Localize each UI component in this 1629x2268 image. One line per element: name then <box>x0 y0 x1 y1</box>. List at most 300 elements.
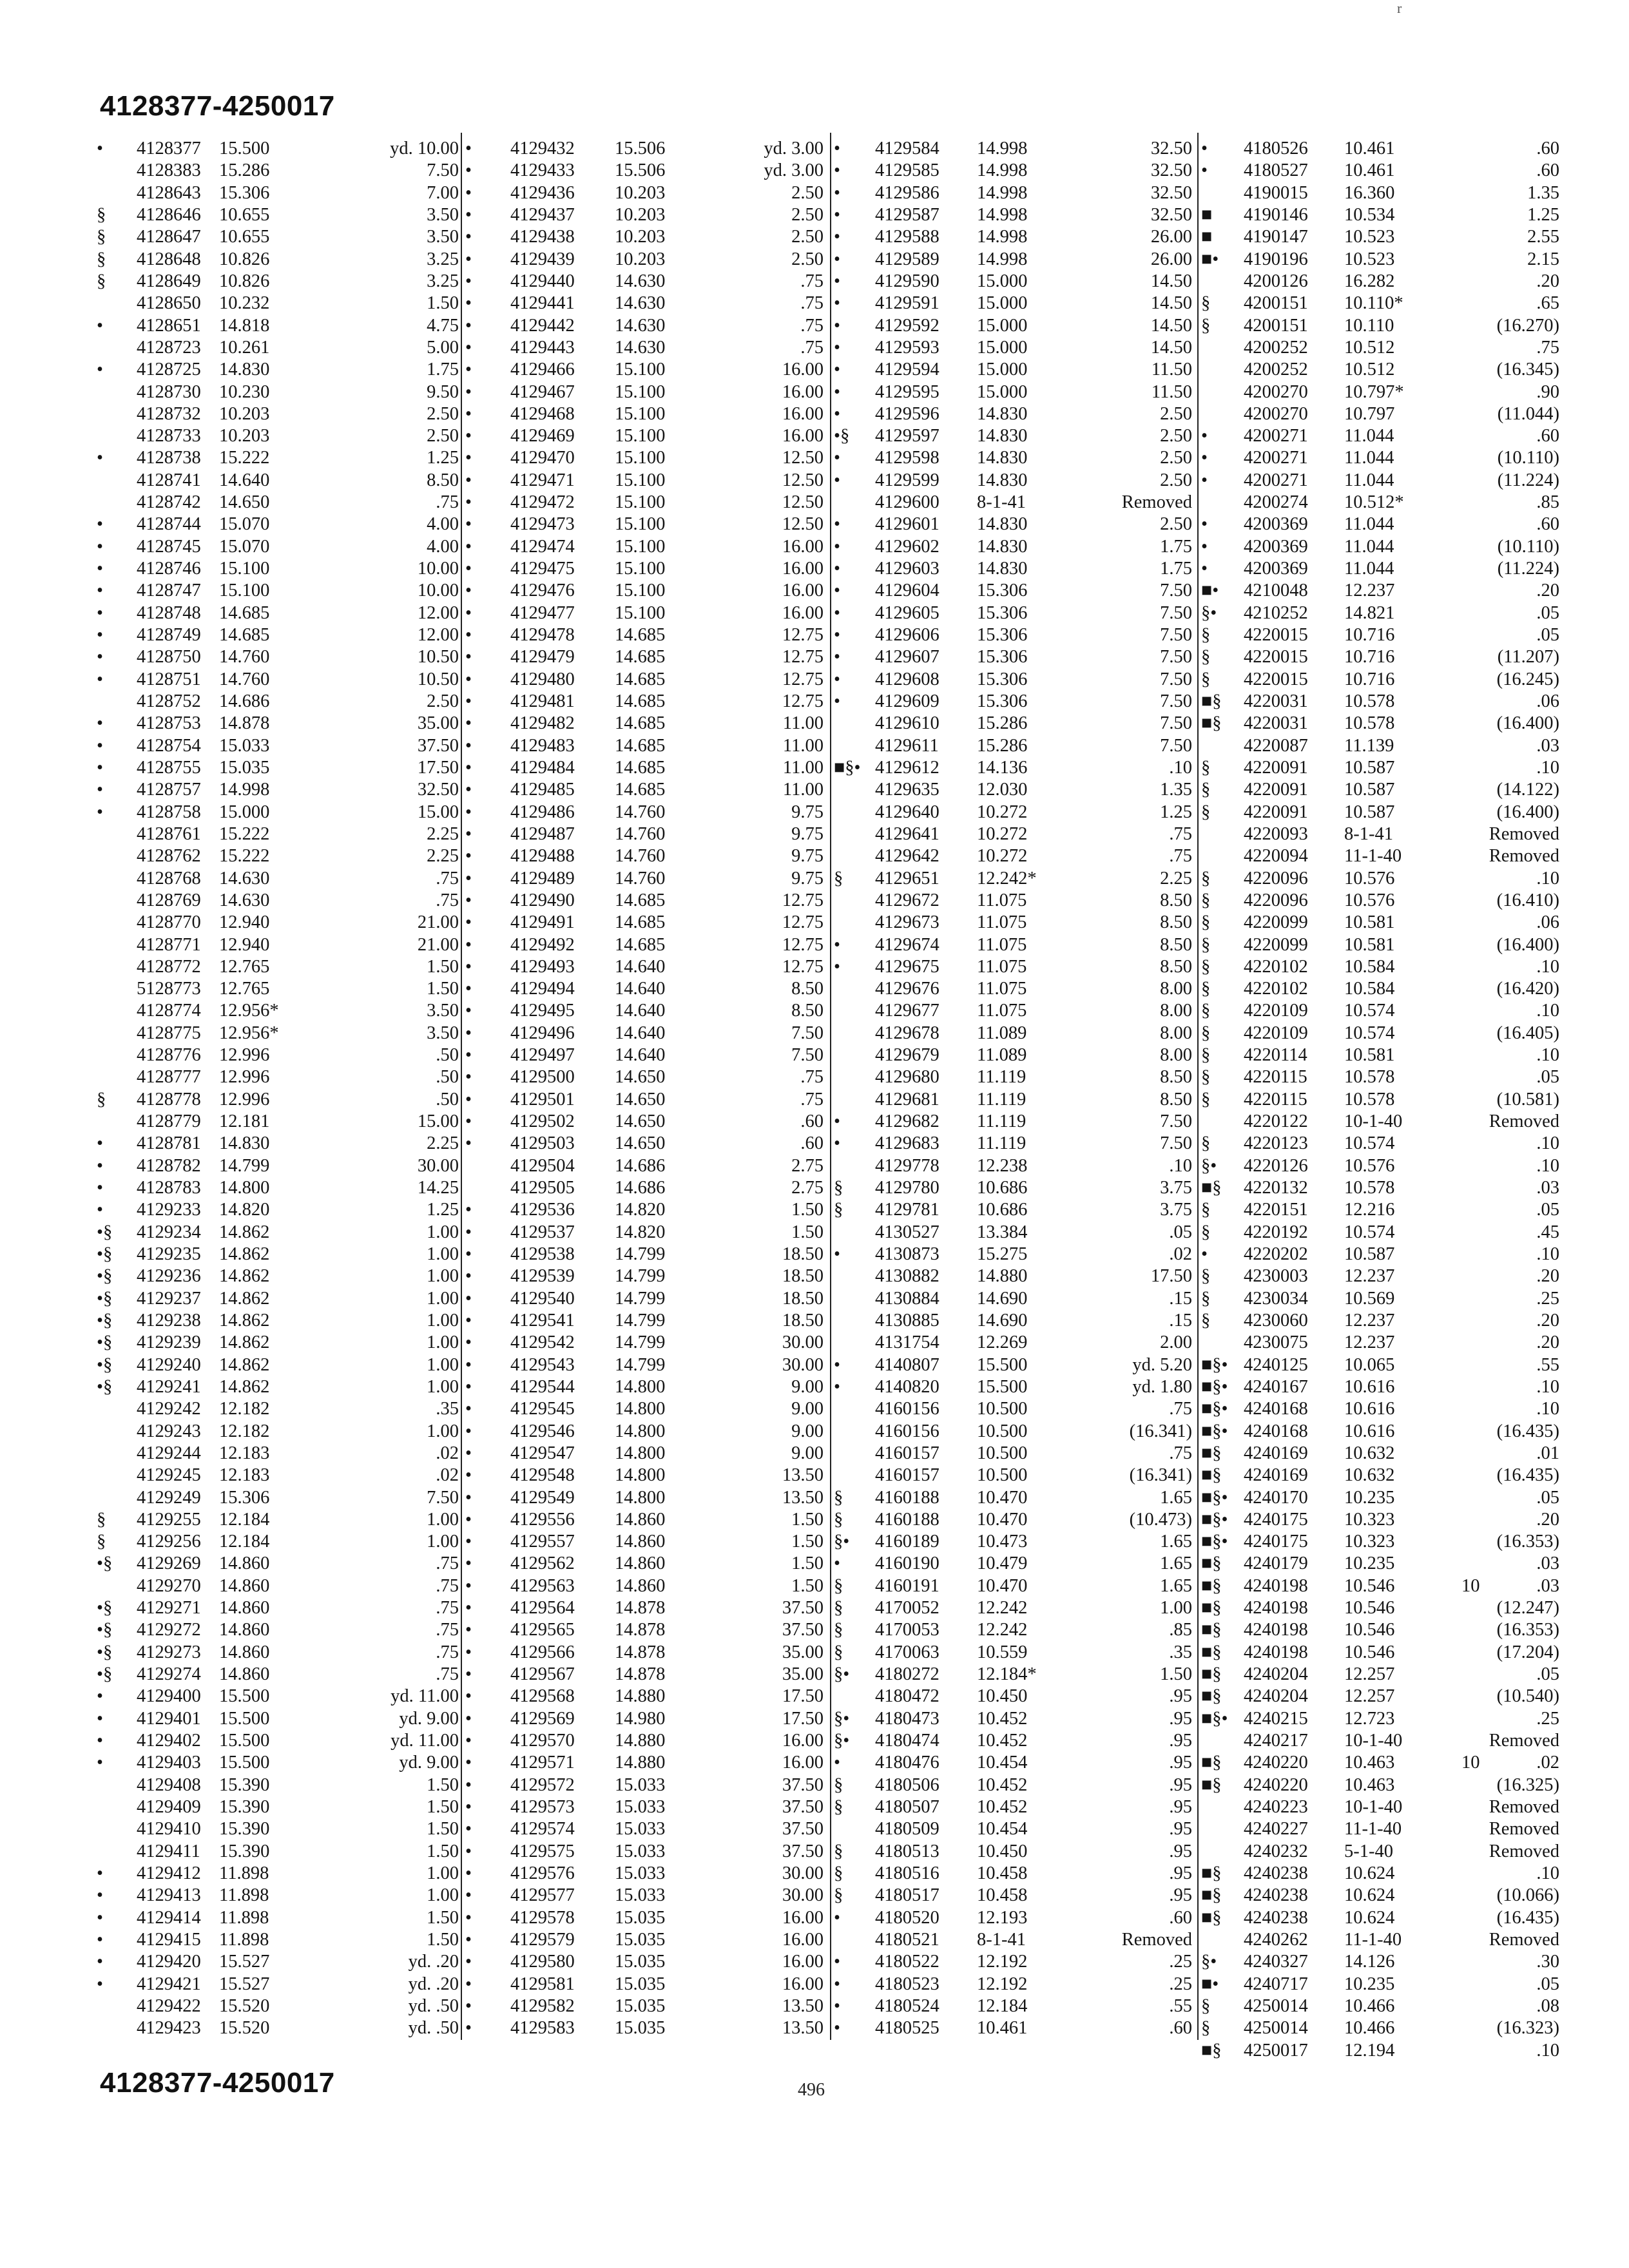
table-row <box>834 1199 1195 1221</box>
part-number: 4129635 <box>875 780 940 800</box>
gauge-value: 15.070 <box>219 536 270 557</box>
gauge-value: 14.880 <box>615 1731 666 1751</box>
price-value: 1.65 <box>1160 1575 1192 1596</box>
part-number: 4220093 <box>1244 823 1308 844</box>
gauge-value: 10.578 <box>1344 1089 1395 1110</box>
price-value: 11.00 <box>782 735 824 756</box>
part-number: 4129409 <box>137 1797 201 1817</box>
part-number: 4129598 <box>875 448 940 468</box>
part-number: 4129273 <box>137 1642 201 1662</box>
gauge-value: 15.500 <box>219 1686 270 1707</box>
gauge-value: 10.716 <box>1344 625 1395 646</box>
price-value: 16.00 <box>782 360 824 380</box>
price-value: Removed <box>1489 1111 1559 1132</box>
table-row <box>97 1841 458 1863</box>
table-row <box>97 1222 458 1244</box>
marker-symbol: ■§ <box>1201 1664 1222 1685</box>
price-value: 37.50 <box>782 1620 824 1640</box>
table-row <box>465 1023 826 1044</box>
marker-symbol: ■§ <box>1201 1178 1222 1198</box>
price-value: 7.50 <box>1160 647 1192 668</box>
part-number: 4128745 <box>137 536 201 557</box>
price-value: 16.00 <box>782 581 824 601</box>
price-value: 16.00 <box>782 403 824 424</box>
price-value: 1.50 <box>791 1200 824 1220</box>
marker-symbol: ■§• <box>1201 1708 1228 1729</box>
gauge-value: 14.862 <box>219 1266 270 1287</box>
part-number: 4129432 <box>510 139 575 159</box>
part-number: 4240168 <box>1244 1421 1308 1441</box>
table-row <box>1201 160 1562 182</box>
gauge-value: 15.100 <box>615 581 666 601</box>
table-row <box>465 1222 826 1244</box>
price-value: 12.50 <box>782 514 824 535</box>
table-row <box>1201 558 1562 580</box>
table-row <box>1201 1531 1562 1553</box>
price-value: 2.00 <box>1160 1332 1192 1353</box>
gauge-value: 11.075 <box>977 1001 1027 1021</box>
gauge-value: 10.235 <box>1344 1553 1395 1574</box>
gauge-value: 15.100 <box>219 559 270 579</box>
marker-symbol: • <box>465 1797 472 1817</box>
gauge-value: 14.760 <box>615 823 666 844</box>
price-value: yd. 10.00 <box>390 139 459 159</box>
price-value: .10 <box>1536 1001 1559 1021</box>
price-value: yd. 9.00 <box>399 1708 459 1729</box>
gauge-value: 13.384 <box>977 1222 1028 1242</box>
part-number: 4130527 <box>875 1222 940 1242</box>
part-number: 4240170 <box>1244 1487 1308 1508</box>
gauge-value: 14.830 <box>219 1133 270 1154</box>
table-row <box>97 403 458 425</box>
table-row <box>97 669 458 691</box>
marker-symbol: § <box>834 868 843 889</box>
table-row <box>1201 1796 1562 1818</box>
gauge-value: 10.655 <box>219 204 270 225</box>
marker-symbol: § <box>834 1178 843 1198</box>
part-number: 4129441 <box>510 293 575 314</box>
marker-symbol: § <box>1201 669 1211 689</box>
part-number: 4240167 <box>1244 1376 1308 1397</box>
table-row <box>465 1575 826 1597</box>
gauge-value: 14.136 <box>977 757 1028 778</box>
part-number: 4128762 <box>137 846 201 867</box>
gauge-value: 10.574 <box>1344 1222 1395 1242</box>
gauge-value: 10.452 <box>977 1708 1028 1729</box>
marker-symbol: •§ <box>97 1376 113 1397</box>
gauge-value: 10.232 <box>219 293 270 314</box>
gauge-value: 14.860 <box>615 1532 666 1552</box>
part-number: 4128747 <box>137 581 201 601</box>
table-row <box>834 1509 1195 1531</box>
marker-symbol: § <box>97 227 106 247</box>
marker-symbol: ■§• <box>1201 1354 1228 1375</box>
table-row <box>97 182 458 204</box>
table-row <box>97 1443 458 1465</box>
table-row <box>1201 1023 1562 1044</box>
table-row <box>834 470 1195 492</box>
gauge-value: 11-1-40 <box>1344 846 1402 867</box>
gauge-value: 10.452 <box>977 1774 1028 1795</box>
gauge-value: 10.581 <box>1344 1045 1395 1066</box>
price-value: 32.50 <box>1150 139 1192 159</box>
table-row <box>97 624 458 646</box>
marker-symbol: •§ <box>97 1664 113 1685</box>
table-row <box>465 1465 826 1486</box>
marker-symbol: •§ <box>97 1354 113 1375</box>
marker-symbol: § <box>1201 625 1211 646</box>
part-number: 4129422 <box>137 1995 201 2016</box>
gauge-value: 14.799 <box>615 1310 666 1331</box>
table-row <box>834 1376 1195 1398</box>
part-number: 4129436 <box>510 182 575 203</box>
table-row <box>97 293 458 314</box>
table-row <box>834 691 1195 713</box>
price-value: 2.75 <box>791 1178 824 1198</box>
gauge-value: 10.574 <box>1344 1133 1395 1154</box>
table-row <box>1201 669 1562 691</box>
table-row <box>97 1089 458 1111</box>
price-value: .55 <box>1169 1995 1192 2016</box>
price-value: (16.270) <box>1496 315 1559 336</box>
table-row <box>834 1265 1195 1287</box>
price-value: 8.50 <box>1160 934 1192 955</box>
part-number: 4129240 <box>137 1354 201 1375</box>
table-row <box>1201 735 1562 757</box>
marker-symbol: • <box>465 625 472 646</box>
price-value: 2.25 <box>427 823 459 844</box>
table-row <box>465 1155 826 1177</box>
marker-symbol: ■• <box>1201 581 1219 601</box>
price-value: 16.00 <box>782 1929 824 1950</box>
price-value: .10 <box>1169 757 1192 778</box>
gauge-value: 14.760 <box>615 802 666 822</box>
table-row <box>97 1796 458 1818</box>
price-value: 9.75 <box>791 846 824 867</box>
gauge-value: 10.587 <box>1344 780 1395 800</box>
part-number: 4131754 <box>875 1332 940 1353</box>
part-number: 4128742 <box>137 492 201 513</box>
price-value: 14.50 <box>1150 337 1192 358</box>
table-row <box>1201 1708 1562 1730</box>
price-value: 9.50 <box>427 381 459 402</box>
part-number: 4180521 <box>875 1929 940 1950</box>
price-value: 13.50 <box>782 1995 824 2016</box>
part-number: 4129423 <box>137 2018 201 2039</box>
marker-symbol: • <box>465 691 472 711</box>
price-value: 2.50 <box>1160 514 1192 535</box>
table-row <box>834 934 1195 956</box>
part-number: 4129571 <box>510 1753 575 1773</box>
part-number: 4129403 <box>137 1753 201 1773</box>
table-row <box>465 514 826 535</box>
gauge-value: 10.576 <box>1344 890 1395 910</box>
part-number: 4129475 <box>510 559 575 579</box>
gauge-value: 10.632 <box>1344 1443 1395 1463</box>
table-row <box>465 1421 826 1443</box>
marker-symbol: § <box>834 1642 843 1662</box>
part-number: 4129415 <box>137 1929 201 1950</box>
table-row <box>834 1244 1195 1265</box>
table-row <box>834 1487 1195 1509</box>
part-number: 4220091 <box>1244 802 1308 822</box>
gauge-value: 10.466 <box>1344 2018 1395 2039</box>
part-number: 4220015 <box>1244 625 1308 646</box>
table-row <box>97 1332 458 1354</box>
table-row <box>834 1044 1195 1066</box>
part-number: 4130884 <box>875 1288 940 1309</box>
part-number: 4190196 <box>1244 249 1308 269</box>
part-number: 4128753 <box>137 713 201 734</box>
marker-symbol: • <box>465 514 472 535</box>
price-value: .75 <box>436 1642 459 1662</box>
table-row <box>97 779 458 801</box>
part-number: 4160188 <box>875 1509 940 1530</box>
marker-symbol: § <box>1201 1067 1211 1088</box>
part-number: 4240179 <box>1244 1553 1308 1574</box>
marker-symbol: § <box>1201 1288 1211 1309</box>
price-value: 18.50 <box>782 1244 824 1264</box>
price-value: 17.50 <box>782 1708 824 1729</box>
marker-symbol: • <box>97 1974 103 1994</box>
gauge-value: 15.070 <box>219 514 270 535</box>
table-row <box>1201 1000 1562 1022</box>
gauge-value: 15.033 <box>615 1885 666 1906</box>
part-number: 4250014 <box>1244 1995 1308 2016</box>
table-row <box>834 315 1195 337</box>
table-row <box>465 1708 826 1730</box>
part-number: 4129600 <box>875 492 940 513</box>
marker-symbol: • <box>834 249 840 269</box>
part-number: 4128757 <box>137 780 201 800</box>
table-row <box>1201 2040 1562 2062</box>
price-value: .75 <box>800 337 824 358</box>
marker-symbol: • <box>834 1753 840 1773</box>
table-row <box>465 1686 826 1707</box>
price-value: 35.00 <box>782 1642 824 1662</box>
part-number: 4170063 <box>875 1642 940 1662</box>
part-number: 4220087 <box>1244 735 1308 756</box>
marker-symbol: • <box>465 536 472 557</box>
price-value: .55 <box>1536 1354 1559 1375</box>
part-number: 4129546 <box>510 1421 575 1441</box>
gauge-value: 12.183 <box>219 1465 270 1486</box>
table-row <box>465 1443 826 1465</box>
price-value: (10.066) <box>1496 1885 1559 1906</box>
table-row <box>1201 646 1562 668</box>
table-row <box>97 1265 458 1287</box>
table-row <box>465 934 826 956</box>
gauge-value: 12.996 <box>219 1089 270 1110</box>
marker-symbol: ■§ <box>1201 1575 1222 1596</box>
price-value: 1.50 <box>791 1532 824 1552</box>
gauge-value: 10.203 <box>615 204 666 225</box>
marker-symbol: • <box>834 536 840 557</box>
table-row <box>97 1752 458 1774</box>
price-value: .03 <box>1536 735 1559 756</box>
part-number: 4220091 <box>1244 780 1308 800</box>
price-value: 1.25 <box>427 448 459 468</box>
part-number: 4128744 <box>137 514 201 535</box>
part-number: 4210252 <box>1244 602 1308 623</box>
table-row <box>1201 1863 1562 1885</box>
marker-symbol: • <box>465 403 472 424</box>
table-row <box>465 713 826 735</box>
table-row <box>97 890 458 912</box>
part-number: 4129781 <box>875 1200 940 1220</box>
part-number: 4129674 <box>875 934 940 955</box>
gauge-value: 12.192 <box>977 1952 1028 1972</box>
table-row <box>465 1509 826 1531</box>
marker-symbol: •§ <box>97 1642 113 1662</box>
table-row <box>834 1995 1195 2017</box>
price-value: 37.50 <box>782 1841 824 1861</box>
marker-symbol: • <box>834 1995 840 2016</box>
price-value: .10 <box>1169 1155 1192 1176</box>
table-row <box>1201 713 1562 735</box>
part-number: 4129238 <box>137 1310 201 1331</box>
part-number: 4180476 <box>875 1753 940 1773</box>
price-value: 17.50 <box>1150 1266 1192 1287</box>
marker-symbol: • <box>465 1045 472 1066</box>
gauge-value: 14.799 <box>615 1288 666 1309</box>
price-value: 21.00 <box>417 934 459 955</box>
table-row <box>1201 1509 1562 1531</box>
table-row <box>465 1398 826 1420</box>
gauge-value: 15.286 <box>219 160 270 181</box>
gauge-value: 14.800 <box>615 1443 666 1463</box>
table-row <box>465 1177 826 1199</box>
part-number: 4129677 <box>875 1001 940 1021</box>
part-number: 4140820 <box>875 1376 940 1397</box>
marker-symbol: • <box>834 470 840 490</box>
part-number: 4129575 <box>510 1841 575 1861</box>
marker-symbol: • <box>834 2018 840 2039</box>
part-number: 4129477 <box>510 602 575 623</box>
gauge-value: 14.799 <box>219 1155 270 1176</box>
price-value: 12.75 <box>782 956 824 977</box>
parts-column-2 <box>465 138 826 2052</box>
table-row <box>834 1818 1195 1840</box>
table-row <box>834 1089 1195 1111</box>
marker-symbol: •§ <box>97 1288 113 1309</box>
table-row <box>97 1974 458 1995</box>
marker-symbol: ■§ <box>1201 1642 1222 1662</box>
price-value: 7.50 <box>1160 1133 1192 1154</box>
table-row <box>1201 1310 1562 1332</box>
price-value: .60 <box>1536 426 1559 447</box>
table-row <box>97 138 458 160</box>
table-row <box>97 1023 458 1044</box>
part-number: 4130873 <box>875 1244 940 1264</box>
gauge-value: 14.880 <box>615 1753 666 1773</box>
marker-symbol: • <box>465 1620 472 1640</box>
table-row <box>97 337 458 359</box>
part-number: 4129271 <box>137 1598 201 1619</box>
gauge-value: 15.100 <box>615 559 666 579</box>
table-row <box>1201 1619 1562 1641</box>
price-value: .05 <box>1536 1974 1559 1994</box>
gauge-value: 14.650 <box>219 492 270 513</box>
marker-symbol: ■§ <box>1201 1907 1222 1928</box>
table-row <box>97 646 458 668</box>
price-value: 16.00 <box>782 559 824 579</box>
gauge-value: 12.242* <box>977 868 1037 889</box>
gauge-value: 11.075 <box>977 912 1027 933</box>
table-row <box>834 1177 1195 1199</box>
table-row <box>834 802 1195 823</box>
table-row <box>465 2017 826 2039</box>
table-row <box>97 823 458 845</box>
price-value: .01 <box>1536 1443 1559 1463</box>
price-value: 7.50 <box>791 1045 824 1066</box>
gauge-value: 14.685 <box>615 934 666 955</box>
gauge-value: 15.000 <box>219 802 270 822</box>
table-row <box>834 1310 1195 1332</box>
part-number: 4240198 <box>1244 1620 1308 1640</box>
gauge-value: 12.940 <box>219 912 270 933</box>
marker-symbol: • <box>834 381 840 402</box>
table-row <box>465 802 826 823</box>
table-row <box>97 757 458 779</box>
gauge-value: 14.686 <box>615 1178 666 1198</box>
part-number: 4128754 <box>137 735 201 756</box>
part-number: 4220015 <box>1244 669 1308 689</box>
marker-symbol: • <box>834 315 840 336</box>
gauge-value: 15.527 <box>219 1974 270 1994</box>
part-number: 4180522 <box>875 1952 940 1972</box>
gauge-value: 12.193 <box>977 1907 1028 1928</box>
marker-symbol: • <box>97 1731 103 1751</box>
table-row <box>97 447 458 469</box>
marker-symbol: • <box>465 448 472 468</box>
marker-symbol: • <box>465 1310 472 1331</box>
table-row <box>97 492 458 514</box>
price-value: 5.00 <box>427 337 459 358</box>
price-value: (16.341) <box>1129 1421 1192 1441</box>
gauge-value: 15.390 <box>219 1774 270 1795</box>
part-number: 4240220 <box>1244 1753 1308 1773</box>
price-value: 3.25 <box>427 249 459 269</box>
marker-symbol: • <box>465 912 472 933</box>
marker-symbol: • <box>834 691 840 711</box>
marker-symbol: • <box>834 1244 840 1264</box>
table-row <box>97 602 458 624</box>
marker-symbol: • <box>834 360 840 380</box>
part-number: 4129255 <box>137 1509 201 1530</box>
price-value: 37.50 <box>782 1774 824 1795</box>
price-value: 16.00 <box>782 1907 824 1928</box>
price-value: (16.435) <box>1496 1907 1559 1928</box>
table-row <box>1201 1133 1562 1155</box>
marker-symbol: • <box>97 315 103 336</box>
gauge-value: 10.203 <box>615 249 666 269</box>
marker-symbol: • <box>465 1443 472 1463</box>
part-number: 4240262 <box>1244 1929 1308 1950</box>
part-number: 4210048 <box>1244 581 1308 601</box>
price-value: .75 <box>1169 1443 1192 1463</box>
marker-symbol: • <box>97 581 103 601</box>
marker-symbol: • <box>465 1664 472 1685</box>
part-number: 4129541 <box>510 1310 575 1331</box>
part-number: 4128761 <box>137 823 201 844</box>
table-row <box>834 536 1195 558</box>
marker-symbol: ■§• <box>1201 1487 1228 1508</box>
price-value: (10.540) <box>1496 1686 1559 1707</box>
table-row <box>465 1752 826 1774</box>
gauge-value: 15.000 <box>977 381 1028 402</box>
marker-symbol: • <box>834 602 840 623</box>
